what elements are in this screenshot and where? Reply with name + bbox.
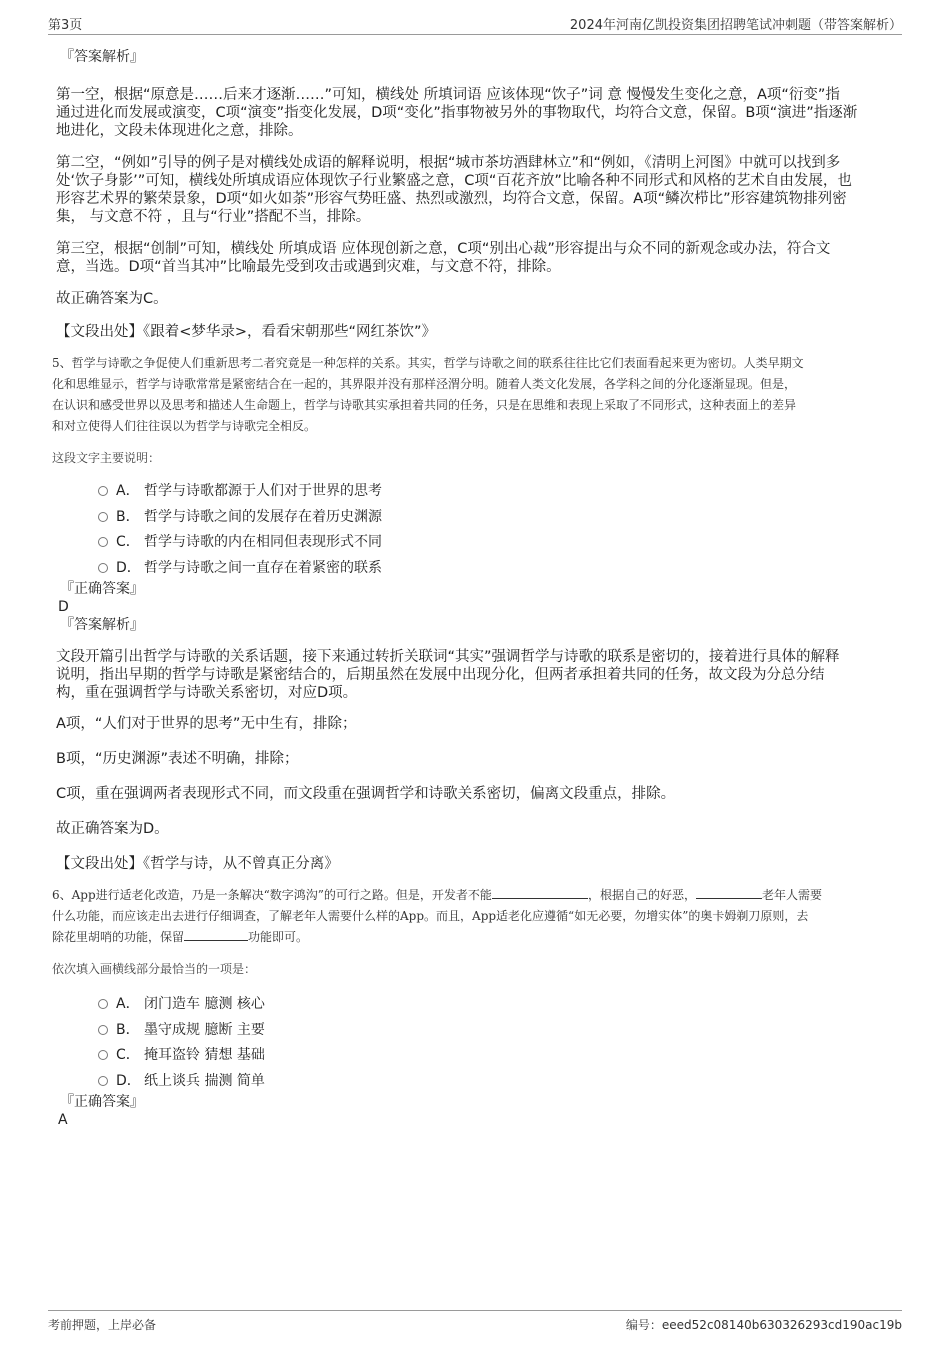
correct-answer-label: 『正确答案』 (60, 581, 144, 597)
question-prompt: 依次填入画横线部分最恰当的一项是： (52, 962, 257, 976)
option-letter: B． (116, 508, 140, 525)
document-body (52, 40, 900, 1129)
text-segment: 老年人需要 (761, 888, 822, 902)
text-line: 什么功能，而应该走出去进行仔细调查，了解老年人需要什么样的App。而且，App适老化应遵循“如无必要，勿增实体”的奥卡姆剃刀原则，去 (52, 909, 809, 923)
option-b[interactable] (56, 508, 900, 534)
question-6-options (56, 995, 900, 1097)
option-letter: A． (116, 483, 140, 499)
radio-button[interactable] (98, 1050, 108, 1060)
answer-analysis-label: 『答案解析』 (60, 617, 144, 633)
page-footer (48, 1310, 902, 1335)
footer-slogan: 考前押题，上岸必备 (48, 1318, 157, 1332)
correct-answer: A (58, 1112, 68, 1128)
text-line: 化和思维显示，哲学与诗歌常常是紧密结合在一起的，其界限并没有那样泾渭分明。随着人类文化发展，各学科之间的分化逐渐显现。但是， (52, 377, 797, 391)
option-text: 墨守成规 臆断 主要 (144, 1021, 265, 1038)
text-line: 形容艺术界的繁荣景象，D项“如火如荼”形容气势旺盛、热烈或激烈，均符合文意，保留。A项“鳞次栉比”形容建筑物排列密 (56, 191, 847, 207)
correct-answer: D (58, 599, 69, 615)
text-segment: 功能即可。 (248, 930, 309, 944)
correct-answer-label: 『正确答案』 (60, 1094, 144, 1110)
option-text: 哲学与诗歌的内在相同但表现形式不同 (144, 534, 382, 550)
text-segment: 除花里胡哨的功能，保留 (52, 930, 185, 944)
analysis-line: B项，“历史渊源”表述不明确，排除； (56, 751, 299, 767)
source: 【文段出处】《跟着<梦华录>，看看宋朝那些“网红茶饮”》 (56, 324, 437, 340)
radio-button[interactable] (98, 563, 108, 573)
text-line (52, 927, 900, 948)
question-5-options (56, 482, 900, 584)
text-line: 通过进化而发展或演变，C项“演变”指变化发展，D项“变化”指事物被另外的事物取代，均符合文意，保留。B项“演进”指逐渐 (56, 105, 858, 121)
option-d[interactable] (56, 1072, 900, 1098)
conclusion: 故正确答案为D。 (56, 821, 169, 837)
option-a[interactable] (56, 995, 900, 1021)
radio-button[interactable] (98, 1076, 108, 1086)
document-id-value: eeed52c08140b630326293cd190ac19b (661, 1318, 902, 1332)
option-letter: A． (116, 996, 140, 1012)
radio-button[interactable] (98, 512, 108, 522)
text-line (52, 885, 900, 906)
text-line: 在认识和感受世界以及思考和描述人生命题上，哲学与诗歌其实承担着共同的任务，只是在思维和表现上采取了不同形式，这种表面上的差异 (52, 398, 797, 412)
text-line: 第三空，根据“创制”可知，横线处 所填成语 应体现创新之意，C项“别出心裁”形容提出与众不同的新观念或办法，符合文 (56, 241, 831, 257)
question-6-stem (52, 885, 900, 948)
option-a[interactable] (56, 482, 900, 508)
text-segment: ，根据自己的好恶， (587, 888, 696, 902)
analysis-paragraph-3 (56, 240, 900, 276)
page-header (48, 14, 902, 35)
text-line: 地进化，文段未体现进化之意，排除。 (56, 123, 303, 139)
text-line: 文段开篇引出哲学与诗歌的关系话题，接下来通过转折关联词“其实”强调哲学与诗歌的联系是密切的，接着进行具体的解释 (56, 649, 840, 665)
document-title: 2024年河南亿凯投资集团招聘笔试冲刺题（带答案解析） (569, 18, 902, 33)
fill-blank (696, 886, 762, 899)
question-5-stem (52, 353, 900, 437)
text-line: 说明，指出早期的哲学与诗歌是紧密结合的，后期虽然在发展中出现分化，但两者承担着共同的任务，故文段为分总分结 (56, 667, 825, 683)
question-prompt: 这段文字主要说明： (52, 451, 161, 465)
text-line: 构，重在强调哲学与诗歌关系密切，对应D项。 (56, 685, 358, 701)
radio-button[interactable] (98, 486, 108, 496)
option-letter: C． (116, 1047, 140, 1063)
option-letter: C． (116, 534, 140, 550)
option-text: 掩耳盗铃 猜想 基础 (144, 1047, 265, 1063)
option-letter: D． (116, 1072, 141, 1089)
answer-analysis-label: 『答案解析』 (60, 49, 144, 65)
option-d[interactable] (56, 559, 900, 585)
analysis-line: C项，重在强调两者表现形式不同，而文段重在强调哲学和诗歌关系密切，偏离文段重点，排除。 (56, 786, 676, 802)
source: 【文段出处】《哲学与诗，从不曾真正分离》 (56, 856, 339, 872)
option-text: 闭门造车 臆测 核心 (144, 996, 265, 1012)
document-id (626, 1316, 902, 1333)
analysis-paragraph-2 (56, 154, 900, 226)
fill-blank (184, 928, 248, 941)
text-line: 集， 与文意不符 ，且与“行业”搭配不当，排除。 (56, 209, 371, 225)
analysis-line: A项，“人们对于世界的思考”无中生有，排除； (56, 716, 357, 732)
option-b[interactable] (56, 1021, 900, 1047)
option-letter: B． (116, 1021, 140, 1038)
text-line: 意，当选。D项“首当其冲”比喻最先受到攻击或遇到灾难，与文意不符，排除。 (56, 259, 561, 275)
option-letter: D． (116, 559, 141, 576)
analysis-paragraph (56, 648, 900, 702)
radio-button[interactable] (98, 999, 108, 1009)
analysis-paragraph-1 (56, 86, 900, 140)
option-text: 纸上谈兵 揣测 简单 (144, 1072, 265, 1089)
radio-button[interactable] (98, 537, 108, 547)
page-number: 第3页 (48, 18, 83, 33)
conclusion: 故正确答案为C。 (56, 291, 168, 307)
document-id-label: 编号： (625, 1318, 662, 1332)
option-text: 哲学与诗歌都源于人们对于世界的思考 (144, 483, 382, 499)
text-line: 第二空，“例如”引导的例子是对横线处成语的解释说明，根据“城市茶坊酒肆林立”和“例如，《清明上河图》中就可以找到多 (56, 155, 841, 171)
radio-button[interactable] (98, 1025, 108, 1035)
option-text: 哲学与诗歌之间的发展存在着历史渊源 (144, 508, 382, 525)
option-text: 哲学与诗歌之间一直存在着紧密的联系 (144, 559, 382, 576)
option-c[interactable] (56, 533, 900, 559)
text-segment: 6、App进行适老化改造，乃是一条解决“数字鸿沟”的可行之路。但是，开发者不能 (52, 888, 492, 902)
text-line: 5、哲学与诗歌之争促使人们重新思考二者究竟是一种怎样的关系。其实，哲学与诗歌之间的联系往往比它们表面看起来更为密切。人类早期文 (52, 356, 804, 370)
text-line: 处‘饮子身影’”可知，横线处所填成语应体现饮子行业繁盛之意，C项“百花齐放”比喻各种不同形式和风格的艺术自由发展，也 (56, 173, 852, 189)
option-c[interactable] (56, 1046, 900, 1072)
text-line: 和对立使得人们往往误以为哲学与诗歌完全相反。 (52, 419, 317, 433)
text-line: 第一空，根据“原意是……后来才逐渐……”可知，横线处 所填词语 应该体现“饮子”词 意 慢慢发生变化之意，A项“衍变”指 (56, 87, 840, 103)
fill-blank (492, 886, 588, 899)
